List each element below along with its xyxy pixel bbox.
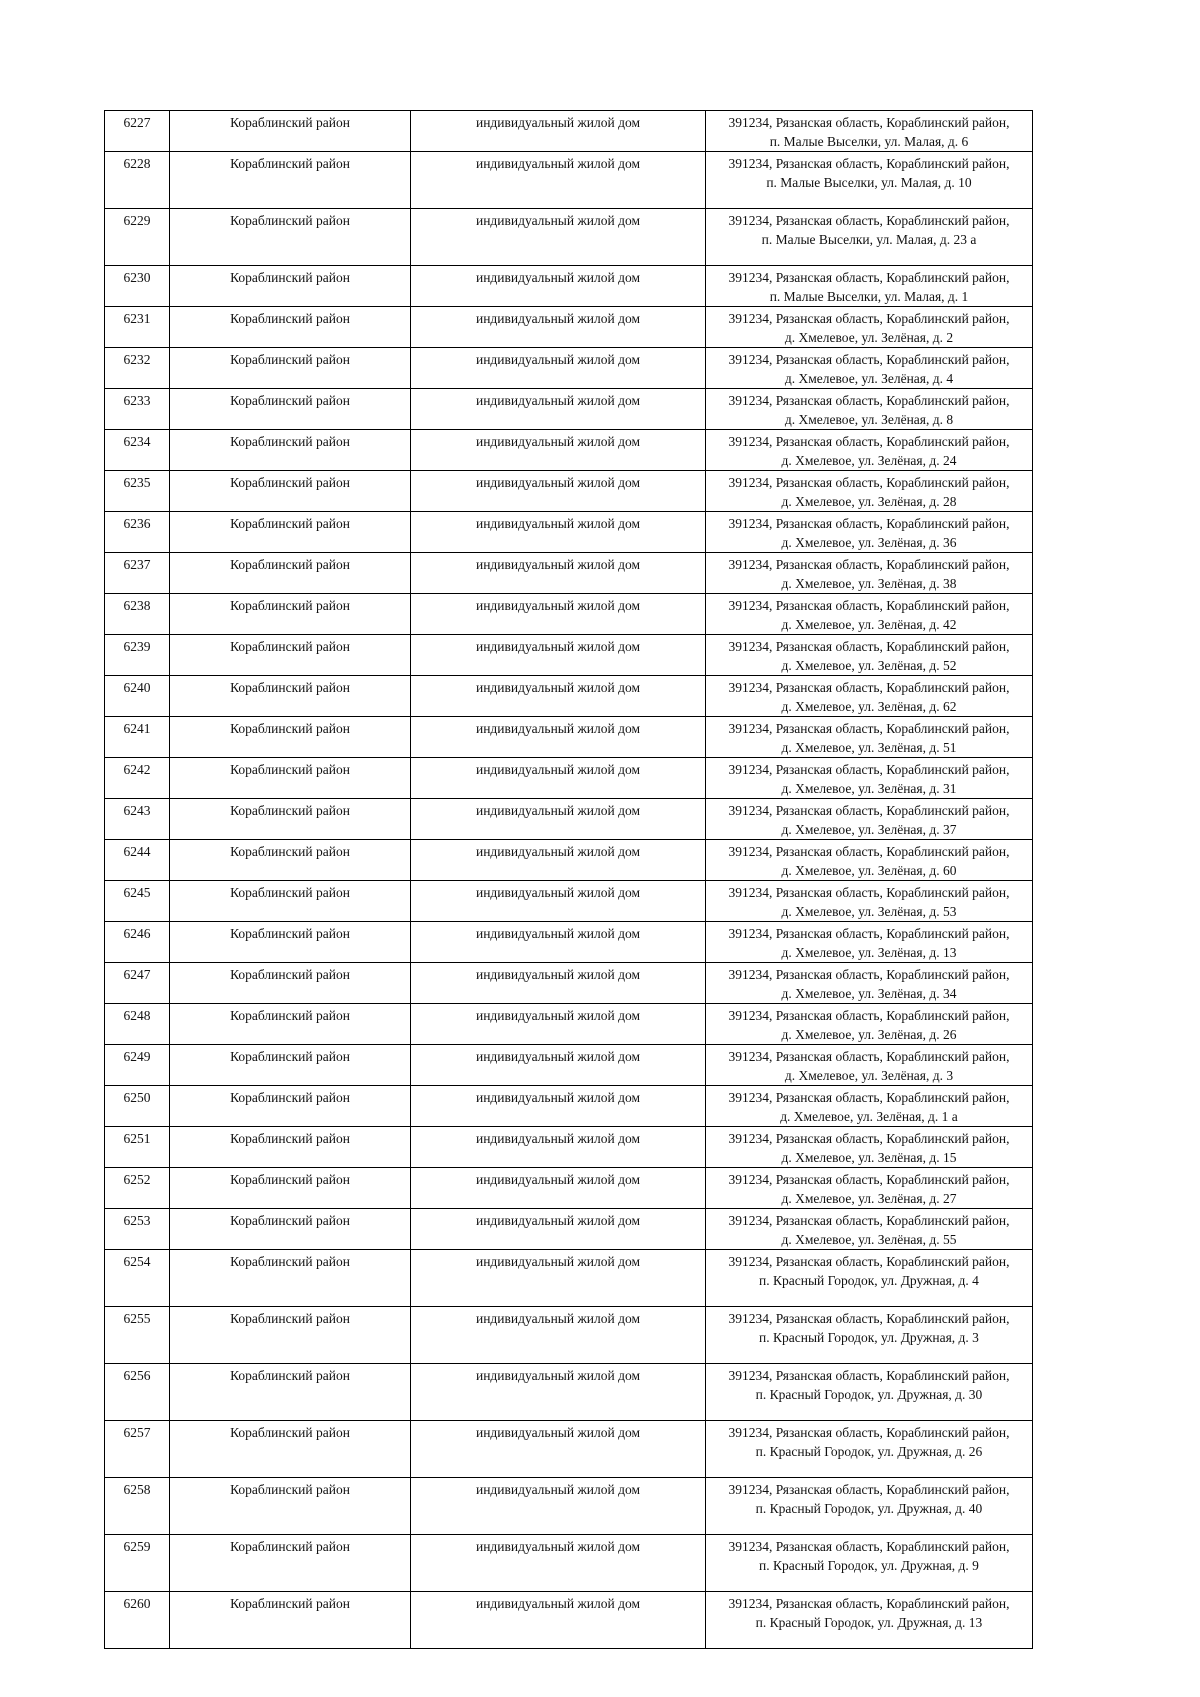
object-type-cell: индивидуальный жилой дом — [411, 922, 706, 963]
address-line-2: д. Хмелевое, ул. Зелёная, д. 4 — [784, 371, 954, 386]
object-type-cell: индивидуальный жилой дом — [411, 799, 706, 840]
address-line-1: 391234, Рязанская область, Кораблинский район, — [728, 270, 1010, 285]
table-row — [105, 266, 1033, 307]
district-cell: Кораблинский район — [170, 1045, 411, 1086]
district-cell: Кораблинский район — [170, 963, 411, 1004]
address-line-2: д. Хмелевое, ул. Зелёная, д. 31 — [781, 781, 957, 796]
address-cell — [706, 266, 1033, 307]
address-line-2: д. Хмелевое, ул. Зелёная, д. 28 — [781, 494, 957, 509]
object-type-cell: индивидуальный жилой дом — [411, 1592, 706, 1649]
table-row — [105, 1592, 1033, 1649]
district-cell: Кораблинский район — [170, 1168, 411, 1209]
row-number: 6231 — [105, 307, 170, 348]
address-cell — [706, 881, 1033, 922]
address-line-2: д. Хмелевое, ул. Зелёная, д. 2 — [784, 330, 954, 345]
row-number: 6251 — [105, 1127, 170, 1168]
address-cell — [706, 111, 1033, 152]
address-line-2: п. Малые Выселки, ул. Малая, д. 1 — [769, 289, 969, 304]
address-line-2: п. Красный Городок, ул. Дружная, д. 9 — [759, 1558, 979, 1573]
row-number: 6228 — [105, 152, 170, 209]
address-cell — [706, 1535, 1033, 1592]
address-cell — [706, 1209, 1033, 1250]
row-number: 6258 — [105, 1478, 170, 1535]
district-cell: Кораблинский район — [170, 430, 411, 471]
row-number: 6247 — [105, 963, 170, 1004]
object-type-cell: индивидуальный жилой дом — [411, 635, 706, 676]
address-line-1: 391234, Рязанская область, Кораблинский район, — [728, 803, 1010, 818]
table-row — [105, 307, 1033, 348]
address-cell — [706, 758, 1033, 799]
district-cell: Кораблинский район — [170, 266, 411, 307]
row-number: 6244 — [105, 840, 170, 881]
table-row — [105, 430, 1033, 471]
table-row — [105, 553, 1033, 594]
district-cell: Кораблинский район — [170, 512, 411, 553]
table-row — [105, 758, 1033, 799]
object-type-cell: индивидуальный жилой дом — [411, 1535, 706, 1592]
object-type-cell: индивидуальный жилой дом — [411, 266, 706, 307]
address-line-1: 391234, Рязанская область, Кораблинский район, — [728, 115, 1010, 130]
object-type-cell: индивидуальный жилой дом — [411, 881, 706, 922]
address-line-2: п. Красный Городок, ул. Дружная, д. 26 — [755, 1444, 983, 1459]
district-cell: Кораблинский район — [170, 348, 411, 389]
district-cell: Кораблинский район — [170, 1478, 411, 1535]
district-cell: Кораблинский район — [170, 553, 411, 594]
row-number: 6246 — [105, 922, 170, 963]
district-cell: Кораблинский район — [170, 881, 411, 922]
address-cell — [706, 1478, 1033, 1535]
table-row — [105, 1478, 1033, 1535]
address-line-1: 391234, Рязанская область, Кораблинский район, — [728, 885, 1010, 900]
row-number: 6239 — [105, 635, 170, 676]
district-cell: Кораблинский район — [170, 635, 411, 676]
address-line-2: п. Красный Городок, ул. Дружная, д. 3 — [759, 1330, 979, 1345]
object-type-cell: индивидуальный жилой дом — [411, 1307, 706, 1364]
address-line-1: 391234, Рязанская область, Кораблинский район, — [728, 1213, 1010, 1228]
object-type-cell: индивидуальный жилой дом — [411, 1045, 706, 1086]
address-line-1: 391234, Рязанская область, Кораблинский район, — [728, 926, 1010, 941]
address-line-2: д. Хмелевое, ул. Зелёная, д. 13 — [781, 945, 957, 960]
row-number: 6235 — [105, 471, 170, 512]
row-number: 6242 — [105, 758, 170, 799]
address-line-1: 391234, Рязанская область, Кораблинский район, — [728, 434, 1010, 449]
address-line-2: д. Хмелевое, ул. Зелёная, д. 55 — [781, 1232, 957, 1247]
row-number: 6237 — [105, 553, 170, 594]
district-cell: Кораблинский район — [170, 209, 411, 266]
district-cell: Кораблинский район — [170, 717, 411, 758]
address-cell — [706, 922, 1033, 963]
address-line-1: 391234, Рязанская область, Кораблинский район, — [728, 516, 1010, 531]
address-cell — [706, 348, 1033, 389]
row-number: 6240 — [105, 676, 170, 717]
address-cell — [706, 512, 1033, 553]
table-row — [105, 717, 1033, 758]
row-number: 6254 — [105, 1250, 170, 1307]
address-cell — [706, 1045, 1033, 1086]
object-type-cell: индивидуальный жилой дом — [411, 1364, 706, 1421]
address-line-1: 391234, Рязанская область, Кораблинский район, — [728, 352, 1010, 367]
table-row — [105, 348, 1033, 389]
address-line-2: д. Хмелевое, ул. Зелёная, д. 53 — [781, 904, 957, 919]
address-line-2: д. Хмелевое, ул. Зелёная, д. 51 — [781, 740, 957, 755]
address-line-2: д. Хмелевое, ул. Зелёная, д. 52 — [781, 658, 957, 673]
object-type-cell: индивидуальный жилой дом — [411, 152, 706, 209]
district-cell: Кораблинский район — [170, 1086, 411, 1127]
address-cell — [706, 676, 1033, 717]
address-line-1: 391234, Рязанская область, Кораблинский район, — [728, 311, 1010, 326]
row-number: 6234 — [105, 430, 170, 471]
address-line-1: 391234, Рязанская область, Кораблинский район, — [728, 1368, 1010, 1383]
district-cell: Кораблинский район — [170, 471, 411, 512]
address-cell — [706, 553, 1033, 594]
address-cell — [706, 430, 1033, 471]
address-cell — [706, 1168, 1033, 1209]
district-cell: Кораблинский район — [170, 1535, 411, 1592]
object-type-cell: индивидуальный жилой дом — [411, 512, 706, 553]
address-line-1: 391234, Рязанская область, Кораблинский район, — [728, 1254, 1010, 1269]
district-cell: Кораблинский район — [170, 1127, 411, 1168]
table-body — [105, 111, 1033, 1649]
row-number: 6250 — [105, 1086, 170, 1127]
object-type-cell: индивидуальный жилой дом — [411, 307, 706, 348]
object-type-cell: индивидуальный жилой дом — [411, 553, 706, 594]
address-line-2: п. Красный Городок, ул. Дружная, д. 30 — [755, 1387, 983, 1402]
object-type-cell: индивидуальный жилой дом — [411, 209, 706, 266]
address-line-2: д. Хмелевое, ул. Зелёная, д. 15 — [781, 1150, 957, 1165]
address-line-1: 391234, Рязанская область, Кораблинский район, — [728, 844, 1010, 859]
table-row — [105, 881, 1033, 922]
address-line-2: п. Красный Городок, ул. Дружная, д. 4 — [759, 1273, 979, 1288]
address-line-1: 391234, Рязанская область, Кораблинский район, — [728, 762, 1010, 777]
district-cell: Кораблинский район — [170, 1250, 411, 1307]
object-type-cell: индивидуальный жилой дом — [411, 1478, 706, 1535]
address-cell — [706, 635, 1033, 676]
row-number: 6245 — [105, 881, 170, 922]
address-cell — [706, 1592, 1033, 1649]
row-number: 6252 — [105, 1168, 170, 1209]
address-line-2: д. Хмелевое, ул. Зелёная, д. 38 — [781, 576, 957, 591]
table-row — [105, 1045, 1033, 1086]
row-number: 6248 — [105, 1004, 170, 1045]
row-number: 6259 — [105, 1535, 170, 1592]
address-line-2: д. Хмелевое, ул. Зелёная, д. 1 а — [780, 1109, 958, 1124]
table-row — [105, 1168, 1033, 1209]
address-cell — [706, 1250, 1033, 1307]
address-line-2: д. Хмелевое, ул. Зелёная, д. 34 — [781, 986, 957, 1001]
address-line-2: д. Хмелевое, ул. Зелёная, д. 37 — [781, 822, 957, 837]
address-line-2: д. Хмелевое, ул. Зелёная, д. 24 — [781, 453, 957, 468]
address-line-1: 391234, Рязанская область, Кораблинский район, — [728, 475, 1010, 490]
address-line-2: п. Красный Городок, ул. Дружная, д. 13 — [755, 1615, 983, 1630]
row-number: 6243 — [105, 799, 170, 840]
address-line-2: д. Хмелевое, ул. Зелёная, д. 3 — [784, 1068, 954, 1083]
table-row — [105, 1535, 1033, 1592]
address-line-1: 391234, Рязанская область, Кораблинский район, — [728, 1172, 1010, 1187]
object-type-cell: индивидуальный жилой дом — [411, 840, 706, 881]
address-line-1: 391234, Рязанская область, Кораблинский район, — [728, 393, 1010, 408]
object-type-cell: индивидуальный жилой дом — [411, 1086, 706, 1127]
address-cell — [706, 594, 1033, 635]
address-line-2: д. Хмелевое, ул. Зелёная, д. 8 — [784, 412, 954, 427]
address-line-2: д. Хмелевое, ул. Зелёная, д. 62 — [781, 699, 957, 714]
row-number: 6238 — [105, 594, 170, 635]
table-row — [105, 1127, 1033, 1168]
district-cell: Кораблинский район — [170, 152, 411, 209]
row-number: 6233 — [105, 389, 170, 430]
table-row — [105, 922, 1033, 963]
row-number: 6260 — [105, 1592, 170, 1649]
row-number: 6227 — [105, 111, 170, 152]
district-cell: Кораблинский район — [170, 1307, 411, 1364]
district-cell: Кораблинский район — [170, 1004, 411, 1045]
address-cell — [706, 840, 1033, 881]
table-row — [105, 209, 1033, 266]
address-cell — [706, 152, 1033, 209]
register-table — [104, 110, 1033, 1649]
address-line-1: 391234, Рязанская область, Кораблинский район, — [728, 1131, 1010, 1146]
table-row — [105, 635, 1033, 676]
address-line-1: 391234, Рязанская область, Кораблинский район, — [728, 1049, 1010, 1064]
address-cell — [706, 1127, 1033, 1168]
address-cell — [706, 1004, 1033, 1045]
address-line-2: п. Красный Городок, ул. Дружная, д. 40 — [755, 1501, 983, 1516]
district-cell: Кораблинский район — [170, 1209, 411, 1250]
district-cell: Кораблинский район — [170, 1592, 411, 1649]
address-line-1: 391234, Рязанская область, Кораблинский район, — [728, 1539, 1010, 1554]
table-row — [105, 389, 1033, 430]
district-cell: Кораблинский район — [170, 840, 411, 881]
address-line-1: 391234, Рязанская область, Кораблинский район, — [728, 639, 1010, 654]
table-row — [105, 152, 1033, 209]
address-line-2: п. Малые Выселки, ул. Малая, д. 6 — [769, 134, 969, 149]
address-line-2: д. Хмелевое, ул. Зелёная, д. 36 — [781, 535, 957, 550]
table-row — [105, 471, 1033, 512]
address-line-1: 391234, Рязанская область, Кораблинский район, — [728, 1482, 1010, 1497]
address-line-2: д. Хмелевое, ул. Зелёная, д. 26 — [781, 1027, 957, 1042]
address-line-2: д. Хмелевое, ул. Зелёная, д. 60 — [781, 863, 957, 878]
object-type-cell: индивидуальный жилой дом — [411, 111, 706, 152]
row-number: 6253 — [105, 1209, 170, 1250]
address-cell — [706, 471, 1033, 512]
object-type-cell: индивидуальный жилой дом — [411, 389, 706, 430]
object-type-cell: индивидуальный жилой дом — [411, 963, 706, 1004]
address-line-1: 391234, Рязанская область, Кораблинский район, — [728, 156, 1010, 171]
address-line-1: 391234, Рязанская область, Кораблинский район, — [728, 1425, 1010, 1440]
district-cell: Кораблинский район — [170, 799, 411, 840]
address-line-2: д. Хмелевое, ул. Зелёная, д. 27 — [781, 1191, 957, 1206]
table-row — [105, 594, 1033, 635]
address-line-1: 391234, Рязанская область, Кораблинский район, — [728, 680, 1010, 695]
district-cell: Кораблинский район — [170, 594, 411, 635]
address-line-2: п. Малые Выселки, ул. Малая, д. 23 а — [761, 232, 977, 247]
table-row — [105, 1086, 1033, 1127]
address-cell — [706, 799, 1033, 840]
row-number: 6229 — [105, 209, 170, 266]
object-type-cell: индивидуальный жилой дом — [411, 717, 706, 758]
address-line-1: 391234, Рязанская область, Кораблинский район, — [728, 213, 1010, 228]
table-row — [105, 111, 1033, 152]
object-type-cell: индивидуальный жилой дом — [411, 1250, 706, 1307]
address-line-1: 391234, Рязанская область, Кораблинский район, — [728, 721, 1010, 736]
table-row — [105, 840, 1033, 881]
table-row — [105, 1421, 1033, 1478]
object-type-cell: индивидуальный жилой дом — [411, 1127, 706, 1168]
table-row — [105, 1209, 1033, 1250]
table-row — [105, 799, 1033, 840]
address-cell — [706, 1307, 1033, 1364]
district-cell: Кораблинский район — [170, 1364, 411, 1421]
row-number: 6232 — [105, 348, 170, 389]
address-cell — [706, 209, 1033, 266]
object-type-cell: индивидуальный жилой дом — [411, 430, 706, 471]
table-row — [105, 512, 1033, 553]
row-number: 6249 — [105, 1045, 170, 1086]
address-line-2: п. Малые Выселки, ул. Малая, д. 10 — [766, 175, 972, 190]
table-row — [105, 1250, 1033, 1307]
row-number: 6230 — [105, 266, 170, 307]
address-line-1: 391234, Рязанская область, Кораблинский район, — [728, 1311, 1010, 1326]
object-type-cell: индивидуальный жилой дом — [411, 594, 706, 635]
object-type-cell: индивидуальный жилой дом — [411, 1168, 706, 1209]
table-row — [105, 1364, 1033, 1421]
object-type-cell: индивидуальный жилой дом — [411, 1421, 706, 1478]
address-line-1: 391234, Рязанская область, Кораблинский район, — [728, 967, 1010, 982]
address-line-1: 391234, Рязанская область, Кораблинский район, — [728, 557, 1010, 572]
district-cell: Кораблинский район — [170, 111, 411, 152]
address-line-1: 391234, Рязанская область, Кораблинский район, — [728, 1008, 1010, 1023]
object-type-cell: индивидуальный жилой дом — [411, 1209, 706, 1250]
address-cell — [706, 307, 1033, 348]
address-line-1: 391234, Рязанская область, Кораблинский район, — [728, 598, 1010, 613]
district-cell: Кораблинский район — [170, 1421, 411, 1478]
address-line-1: 391234, Рязанская область, Кораблинский район, — [728, 1596, 1010, 1611]
address-cell — [706, 1364, 1033, 1421]
address-cell — [706, 1086, 1033, 1127]
object-type-cell: индивидуальный жилой дом — [411, 471, 706, 512]
row-number: 6256 — [105, 1364, 170, 1421]
table-row — [105, 1307, 1033, 1364]
table-row — [105, 676, 1033, 717]
address-line-2: д. Хмелевое, ул. Зелёная, д. 42 — [781, 617, 957, 632]
table-row — [105, 963, 1033, 1004]
district-cell: Кораблинский район — [170, 676, 411, 717]
row-number: 6255 — [105, 1307, 170, 1364]
object-type-cell: индивидуальный жилой дом — [411, 1004, 706, 1045]
district-cell: Кораблинский район — [170, 307, 411, 348]
district-cell: Кораблинский район — [170, 389, 411, 430]
address-cell — [706, 1421, 1033, 1478]
address-line-1: 391234, Рязанская область, Кораблинский район, — [728, 1090, 1010, 1105]
address-cell — [706, 963, 1033, 1004]
object-type-cell: индивидуальный жилой дом — [411, 348, 706, 389]
table-row — [105, 1004, 1033, 1045]
row-number: 6236 — [105, 512, 170, 553]
row-number: 6257 — [105, 1421, 170, 1478]
district-cell: Кораблинский район — [170, 922, 411, 963]
object-type-cell: индивидуальный жилой дом — [411, 676, 706, 717]
address-cell — [706, 717, 1033, 758]
address-cell — [706, 389, 1033, 430]
object-type-cell: индивидуальный жилой дом — [411, 758, 706, 799]
district-cell: Кораблинский район — [170, 758, 411, 799]
row-number: 6241 — [105, 717, 170, 758]
